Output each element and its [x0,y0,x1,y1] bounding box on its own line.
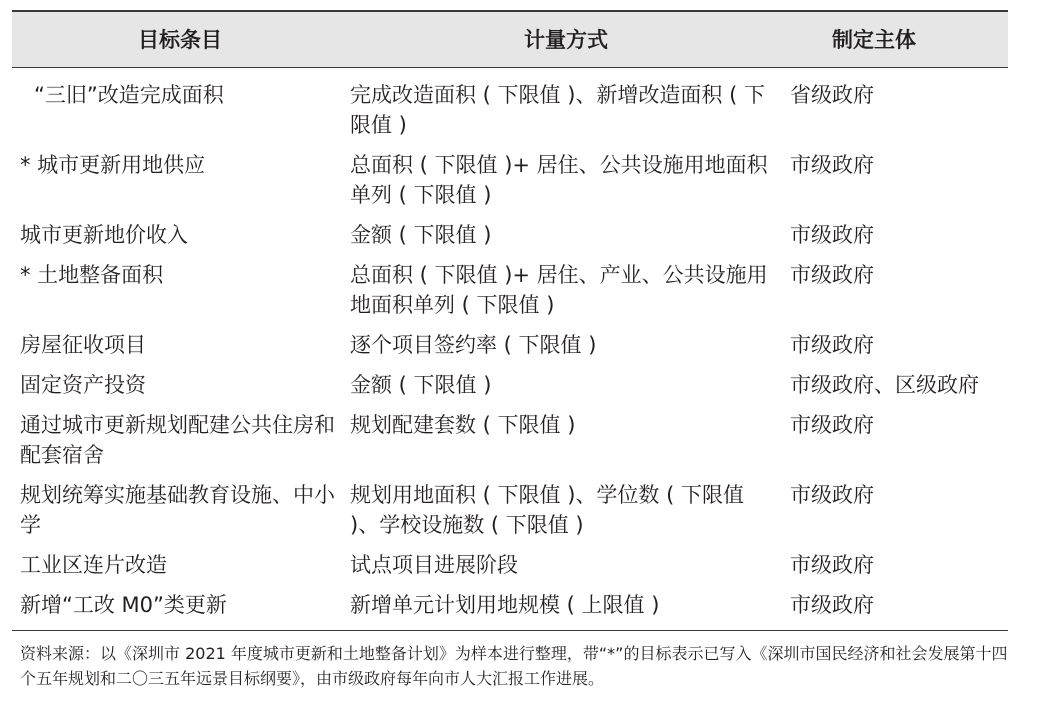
cell-body: 市级政府 [790,482,874,507]
cell-measure: 试点项目进展阶段 [350,552,518,577]
cell-measure: 总面积 ( 下限值 )+ 居住、产业、公共设施用地面积单列 ( 下限值 ) [350,262,768,317]
table-row [12,475,1008,545]
cell-body: 市级政府 [784,585,1008,631]
table-header-row [12,11,1008,67]
cell-measure: 金额 ( 下限值 ) [350,222,492,247]
table-row [12,215,1008,255]
cell-body: 市级政府、区级政府 [790,372,979,397]
cell-target: 规划统筹实施基础教育设施、中小学 [20,482,335,537]
cell-body: 市级政府 [790,262,874,287]
table-row [12,255,1008,325]
cell-body: 市级政府 [790,412,874,437]
cell-measure: 总面积 ( 下限值 )+ 居住、公共设施用地面积单列 ( 下限值 ) [350,152,768,207]
source-note: 资料来源：以《深圳市 2021 年度城市更新和土地整备计划》为样本进行整理，带“*”的目标表示已写入《深圳市国民经济和社会发展第十四个五年规划和二〇三五年远景目标纲要》，由市级政府每年向市人大汇报工作进展。 [20,644,1008,688]
cell-body: 省级政府 [790,82,874,107]
cell-body: 市级政府 [790,552,874,577]
cell-measure: 完成改造面积 ( 下限值 )、新增改造面积 ( 下限值 ) [350,82,765,137]
cell-measure: 逐个项目签约率 ( 下限值 ) [350,332,597,357]
cell-measure: 规划配建套数 ( 下限值 ) [350,412,576,437]
cell-body: 市级政府 [790,332,874,357]
table-row [12,67,1008,145]
cell-measure: 金额 ( 下限值 ) [350,372,492,397]
cell-measure: 规划用地面积 ( 下限值 )、学位数 ( 下限值 )、学校设施数 ( 下限值 ) [350,482,744,537]
cell-body: 市级政府 [790,152,874,177]
table-row [12,365,1008,405]
table-row [12,545,1008,585]
table-row [12,585,1008,631]
cell-target: 城市更新地价收入 [20,222,188,247]
cell-target: 工业区连片改造 [20,552,167,577]
cell-target: 新增“工改 M0”类更新 [12,585,348,631]
cell-target: 固定资产投资 [20,372,146,397]
table-row [12,325,1008,365]
cell-target: 通过城市更新规划配建公共住房和配套宿舍 [20,412,335,467]
table-row [12,405,1008,475]
cell-target: * 土地整备面积 [20,262,164,287]
target-table [12,10,1008,631]
cell-measure: 新增单元计划用地规模 ( 上限值 ) [348,585,784,631]
header-target: 目标条目 [12,11,348,67]
cell-body: 市级政府 [790,222,874,247]
target-table-container [12,10,1008,631]
cell-target: “三旧”改造完成面积 [34,82,224,107]
header-measure: 计量方式 [348,11,784,67]
header-body: 制定主体 [784,11,1008,67]
table-row [12,145,1008,215]
cell-target: 房屋征收项目 [20,332,146,357]
cell-target: * 城市更新用地供应 [20,152,206,177]
